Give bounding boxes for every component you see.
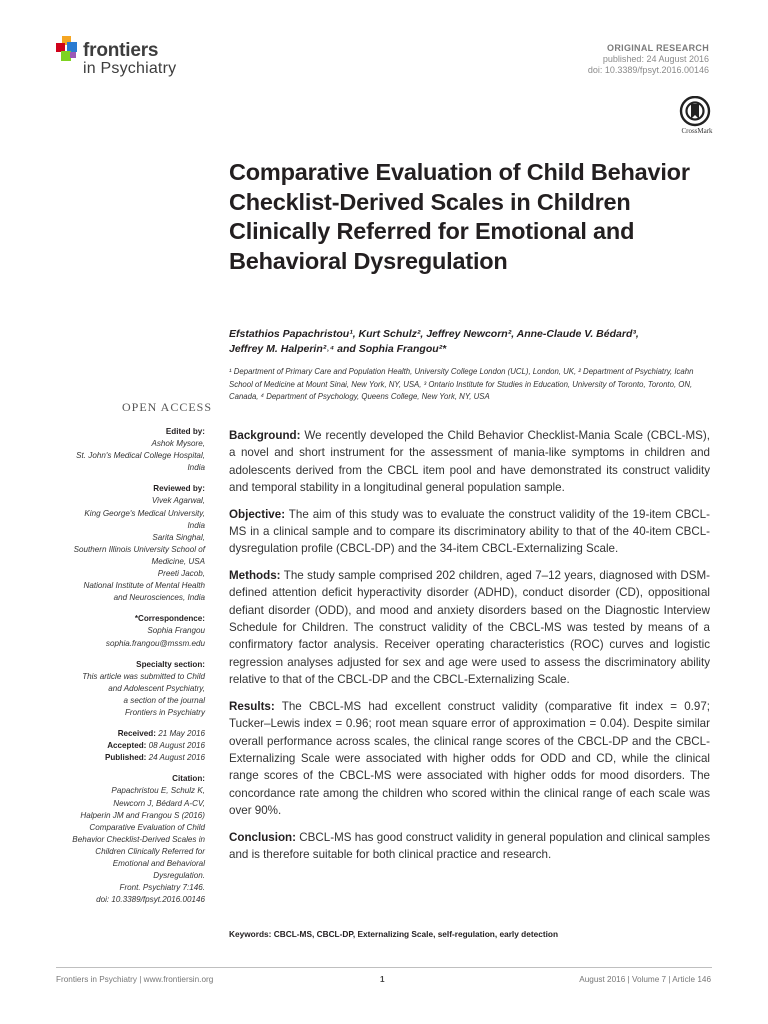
sidebar-line: Sarita Singhal,	[152, 532, 205, 542]
frontiers-logo-icon	[56, 36, 82, 66]
open-access-label: OPEN ACCESS	[122, 400, 213, 414]
sidebar-line: Front. Psychiatry 7:146.	[119, 883, 205, 893]
sidebar-line: India	[187, 463, 205, 473]
article-dates	[40, 728, 205, 764]
journal-name: in Psychiatry	[83, 60, 177, 77]
crossmark-icon	[677, 96, 713, 128]
article-type: ORIGINAL RESEARCH	[607, 43, 709, 53]
correspondence	[40, 613, 205, 649]
affiliations: ¹ Department of Primary Care and Population Health, University College London (UCL), London, UK, ² Department of Psychiatry, Icahn School of Medicine at Mount Sinai, New York, NY, USA, ³ Ontario Institute for Studies in Education, University of Toronto, Toronto, ON, Canada, ⁴ Department of Psychology, Queens College, New York, NY, USA	[229, 367, 694, 402]
correspondence-heading: *Correspondence:	[134, 614, 205, 624]
sidebar-line: a section of the journal	[123, 695, 205, 705]
author-line[interactable]: Jeffrey M. Halperin²˒⁴ and Sophia Frangou²*	[229, 342, 447, 355]
page-number: 1	[380, 975, 385, 984]
footer-divider	[56, 967, 712, 968]
sidebar-line: Ashok Mysore,	[151, 439, 205, 449]
sidebar-line: Halperin JM and Frangou S (2016)	[80, 810, 205, 820]
sidebar-line: This article was submitted to Child	[82, 671, 205, 681]
accepted-date: Accepted: 08 August 2016	[107, 741, 205, 751]
sidebar-line: Dysregulation.	[153, 871, 205, 881]
published-date-sidebar: Published: 24 August 2016	[104, 753, 205, 763]
sidebar-line: Vivek Agarwal,	[151, 496, 205, 506]
sidebar-line: Preeti Jacob,	[157, 569, 205, 579]
sidebar-line: and Neurosciences, India	[113, 593, 205, 603]
sidebar-line: Sophia Frangou	[147, 626, 205, 636]
sidebar-line: Papachristou E, Schulz K,	[111, 786, 205, 796]
sidebar-line: India	[187, 520, 205, 530]
abstract-objective: Objective: The aim of this study was to evaluate the construct validity of the 19-item CBCL-MS in a clinical sample and to compare its discriminatory ability to that of the 40-item CBCL-dysregulation profile (CBCL-DP) and the 34-item CBCL-Externalizing Scale.	[229, 507, 710, 556]
sidebar-line: Medicine, USA	[151, 556, 205, 566]
abstract-background: Background: We recently developed the Child Behavior Checklist-Mania Scale (CBCL-MS), a novel and short instrument for the assessment of mania-like symptoms in children and adolescents derived from the CBCL item pool and have demonstrated its construct validity and temporal stability in a longitudinal general population sample.	[229, 429, 710, 495]
reviewed-by	[40, 483, 205, 604]
sidebar-line: Newcorn J, Bédard A-CV,	[113, 798, 205, 808]
sidebar-line: Children Clinically Referred for	[95, 846, 205, 856]
author-line[interactable]: Efstathios Papachristou¹, Kurt Schulz², Jeffrey Newcorn², Anne-Claude V. Bédard³,	[229, 328, 639, 340]
crossmark-label: CrossMark	[681, 127, 713, 135]
sidebar-line: Comparative Evaluation of Child	[89, 822, 205, 832]
specialty-section	[40, 659, 205, 719]
crossmark-button[interactable]	[677, 96, 713, 140]
sidebar-line: and Adolescent Psychiatry,	[108, 683, 205, 693]
edited-by	[40, 426, 205, 474]
citation-heading: Citation:	[172, 774, 205, 784]
correspondence-email-link[interactable]: sophia.frangou@mssm.edu	[105, 638, 205, 648]
article-header	[588, 43, 709, 76]
journal-logo[interactable]	[56, 36, 216, 82]
journal-brand: frontiers	[83, 40, 159, 61]
abstract-results: Results: The CBCL-MS had excellent construct validity (comparative fit index = 0.97; Tucker–Lewis index = 0.96; root mean square error of approximation = 0.04). Despite similar overall performance across scales, the clinical range scores of the CBCL-DP and the CBCL-Externalizing Scale were associated with higher odds for ODD and CD, while the clinical range scores of the CBCL-MS were associated with higher odds for mood disorders. The concordance rate among the children who scored within the clinical range of each scale was over 90%.	[229, 699, 710, 818]
abstract-methods: Methods: The study sample comprised 202 children, aged 7–12 years, diagnosed with DSM-defined attention deficit hyperactivity disorder (ADHD), conduct disorder (CD), oppositional defiant disorder (ODD), and mood and anxiety disorders based on the Diagnostic Interview Schedule for Children. The construct validity of the CBCL-MS was tested by means of a confirmatory factor analysis. Receiver operating characteristics (ROC) curves and logistic regression analyses adjusted for sex and age were used to assess the discriminatory ability relative to that of the CBCL-DP and the CBCL-Externalizing Scale.	[229, 568, 710, 687]
author-list	[229, 327, 709, 356]
sidebar-line: St. John's Medical College Hospital,	[76, 451, 205, 461]
published-date: published: 24 August 2016	[602, 54, 709, 64]
citation	[40, 773, 205, 906]
footer-issue-info: August 2016 | Volume 7 | Article 146	[579, 975, 711, 984]
sidebar-line: Behavior Checklist-Derived Scales in	[72, 834, 205, 844]
sidebar-line: Frontiers in Psychiatry	[124, 707, 205, 717]
sidebar-line: Southern Illinois University School of	[73, 544, 205, 554]
article-doi[interactable]: doi: 10.3389/fpsyt.2016.00146	[587, 65, 709, 75]
sidebar-line: Emotional and Behavioral	[112, 859, 205, 868]
specialty-heading: Specialty section:	[136, 659, 205, 669]
received-date: Received: 21 May 2016	[117, 729, 205, 739]
edited-by-heading: Edited by:	[165, 427, 205, 436]
article-title: Comparative Evaluation of Child Behavior Checklist-Derived Scales in Children Clinically Referred for Emotional and Behavioral Dysregulation	[229, 159, 690, 274]
citation-doi-link[interactable]: doi: 10.3389/fpsyt.2016.00146	[96, 895, 205, 905]
abstract-conclusion: Conclusion: CBCL-MS has good construct validity in general population and clinical samples and is therefore suitable for both clinical practice and research.	[229, 830, 710, 861]
abstract	[229, 427, 710, 872]
reviewed-by-heading: Reviewed by:	[153, 484, 205, 494]
sidebar-line: National Institute of Mental Health	[83, 581, 205, 591]
footer-journal-link[interactable]: Frontiers in Psychiatry | www.frontiersin.org	[56, 975, 214, 984]
sidebar-line: King George's Medical University,	[84, 508, 205, 518]
keywords: Keywords: CBCL-MS, CBCL-DP, Externalizing Scale, self-regulation, early detection	[229, 929, 559, 939]
article-sidebar	[40, 426, 205, 915]
